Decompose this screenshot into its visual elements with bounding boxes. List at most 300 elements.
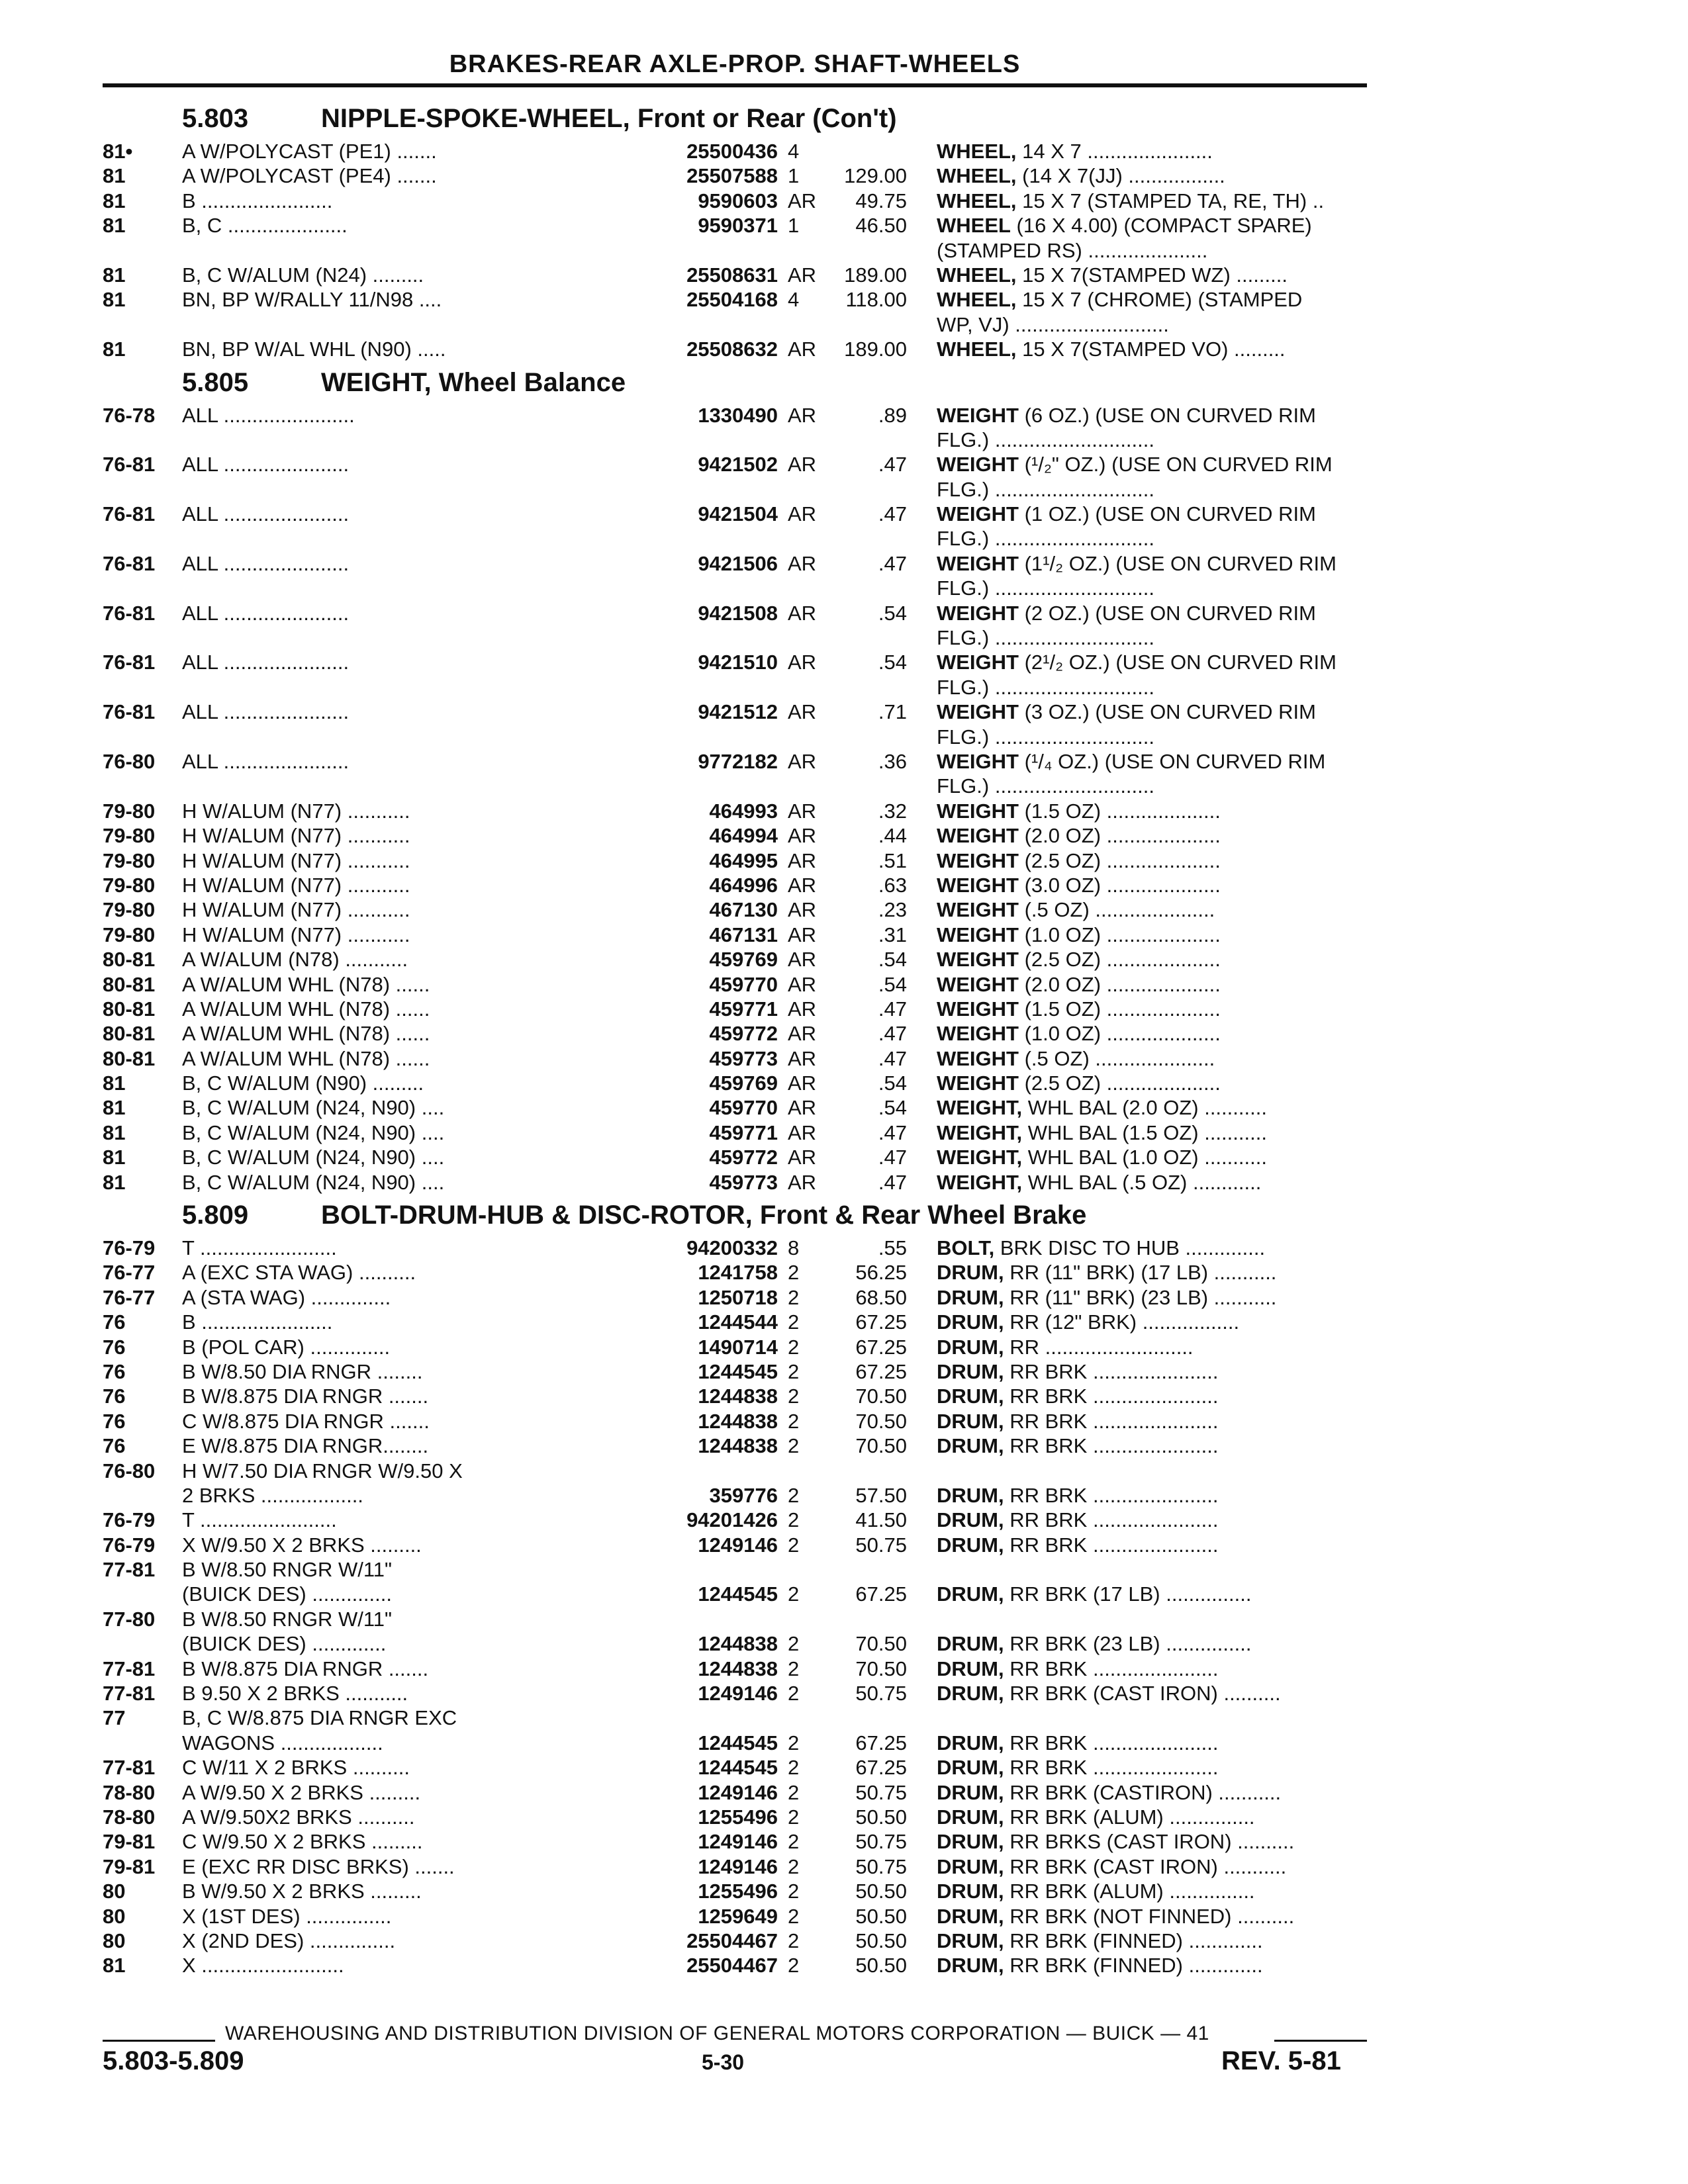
part-name xyxy=(907,675,1367,700)
application-description: 2 BRKS .................. xyxy=(182,1483,363,1507)
part-name-detail: RR BRK (CAST IRON) ........... xyxy=(1004,1854,1287,1878)
table-row xyxy=(103,799,1367,823)
part-name xyxy=(907,601,1367,625)
table-row xyxy=(103,997,1367,1021)
list-price: .47 xyxy=(878,453,907,477)
quantity xyxy=(788,675,834,700)
application-description: ALL ...................... xyxy=(182,651,350,674)
quantity: AR xyxy=(788,551,817,575)
table-row xyxy=(103,1359,1367,1384)
footer-section-range: 5.803-5.809 xyxy=(103,2046,244,2075)
model-year: 81 xyxy=(103,1954,126,1978)
model-year: 79-80 xyxy=(103,923,156,946)
part-name-detail: FLG.) ............................ xyxy=(937,477,1154,501)
table-row xyxy=(103,1631,1367,1656)
footer-rule-right xyxy=(1274,2040,1367,2042)
application-description: C W/8.875 DIA RNGR ....... xyxy=(182,1409,430,1433)
part-name-detail: WHL BAL (1.0 OZ) ........... xyxy=(1022,1146,1267,1169)
application-description xyxy=(182,725,645,749)
part-number xyxy=(645,1706,788,1730)
part-name-keyword: WEIGHT xyxy=(937,1071,1019,1095)
model-year: 77-81 xyxy=(103,1558,156,1582)
part-name-keyword: WEIGHT xyxy=(937,972,1019,996)
part-name-detail: (2.5 OZ) .................... xyxy=(1019,848,1221,872)
list-price: .47 xyxy=(878,1022,907,1046)
quantity: 2 xyxy=(788,1359,800,1383)
part-name-keyword: WEIGHT xyxy=(937,749,1019,773)
table-row xyxy=(103,749,1367,774)
part-name-keyword: DRUM, xyxy=(937,1385,1004,1408)
model-year: 81 xyxy=(103,1146,126,1169)
model-year: 79-80 xyxy=(103,848,156,872)
model-year: 77 xyxy=(103,1706,126,1730)
part-name xyxy=(907,650,1367,674)
part-name-keyword: DRUM, xyxy=(937,1409,1004,1433)
part-name-detail: 15 X 7 (CHROME) (STAMPED xyxy=(1016,288,1303,312)
part-number: 1330490 xyxy=(698,403,778,427)
list-price xyxy=(834,1557,907,1582)
model-year: 81 xyxy=(103,1071,126,1095)
part-number xyxy=(645,526,788,551)
part-number: 1249146 xyxy=(698,1854,778,1878)
part-name-detail: FLG.) ............................ xyxy=(937,576,1154,600)
quantity: AR xyxy=(788,1022,817,1046)
list-price xyxy=(834,139,907,163)
quantity xyxy=(788,312,834,337)
part-name-detail: RR BRK (CASTIRON) ........... xyxy=(1004,1780,1282,1804)
application-description: B W/8.875 DIA RNGR ....... xyxy=(182,1657,429,1680)
model-year: 76-81 xyxy=(103,502,156,526)
part-name-detail: (2.0 OZ) .................... xyxy=(1019,972,1221,996)
quantity: AR xyxy=(788,601,817,625)
list-price: 118.00 xyxy=(845,288,907,312)
part-name-keyword: DRUM, xyxy=(937,1682,1004,1706)
model-year: 76-81 xyxy=(103,651,156,674)
table-row xyxy=(103,947,1367,972)
quantity: 2 xyxy=(788,1409,800,1433)
part-name-keyword: WEIGHT xyxy=(937,873,1019,897)
application-description xyxy=(182,477,645,502)
part-name-detail: (3.0 OZ) .................... xyxy=(1019,873,1221,897)
part-name-detail: (¹/₄ OZ.) (USE ON CURVED RIM xyxy=(1019,749,1326,773)
table-row xyxy=(103,1557,1367,1582)
model-year: 76 xyxy=(103,1359,126,1383)
quantity: 2 xyxy=(788,1731,800,1754)
application-description: B, C W/ALUM (N24, N90) .... xyxy=(182,1120,445,1144)
table-row xyxy=(103,1433,1367,1458)
part-name-keyword: DRUM, xyxy=(937,1310,1004,1334)
table-row xyxy=(103,1071,1367,1095)
list-price: 50.75 xyxy=(855,1533,907,1557)
part-name-detail: RR BRK ...................... xyxy=(1004,1731,1219,1754)
model-year: 77-81 xyxy=(103,1657,156,1680)
application-description: A (EXC STA WAG) .......... xyxy=(182,1261,416,1285)
list-price: 70.50 xyxy=(855,1657,907,1680)
part-number: 1259649 xyxy=(698,1904,778,1928)
part-number: 359776 xyxy=(709,1483,778,1507)
application-description: T ........................ xyxy=(182,1508,337,1532)
table-row xyxy=(103,1780,1367,1805)
model-year xyxy=(103,1582,182,1606)
table-row xyxy=(103,1310,1367,1334)
application-description: H W/ALUM (N77) ........... xyxy=(182,873,410,897)
quantity: 2 xyxy=(788,1335,800,1359)
quantity: AR xyxy=(788,651,817,674)
model-year xyxy=(103,675,182,700)
footer-publisher: WAREHOUSING AND DISTRIBUTION DIVISION OF GENERAL MOTORS CORPORATION — BUICK — 41 xyxy=(225,2023,1209,2044)
quantity: AR xyxy=(788,873,817,897)
list-price: 50.50 xyxy=(855,1880,907,1903)
list-price: 50.75 xyxy=(855,1830,907,1854)
part-name xyxy=(907,576,1367,600)
part-name-keyword: DRUM, xyxy=(937,1880,1004,1903)
part-number: 1244545 xyxy=(698,1756,778,1780)
part-name xyxy=(907,848,1367,873)
part-name-detail: RR BRK (ALUM) ............... xyxy=(1004,1880,1255,1903)
list-price: .71 xyxy=(878,700,907,724)
part-number: 9421508 xyxy=(698,601,778,625)
part-name xyxy=(907,1046,1367,1071)
footer-revision: REV. 5-81 xyxy=(1221,2046,1341,2075)
application-description: A W/9.50X2 BRKS .......... xyxy=(182,1805,415,1829)
part-name-keyword: DRUM, xyxy=(937,1582,1004,1606)
model-year: 78-80 xyxy=(103,1780,156,1804)
quantity: AR xyxy=(788,948,817,972)
list-price: 67.25 xyxy=(855,1582,907,1606)
application-description: ALL ...................... xyxy=(182,551,350,575)
part-name-keyword: DRUM, xyxy=(937,1756,1004,1780)
list-price xyxy=(834,312,907,337)
model-year xyxy=(103,725,182,749)
list-price: .47 xyxy=(878,997,907,1021)
list-price xyxy=(834,477,907,502)
quantity: 2 xyxy=(788,1682,800,1706)
part-name-detail: (3 OZ.) (USE ON CURVED RIM xyxy=(1019,700,1316,724)
model-year xyxy=(103,1731,182,1755)
part-number: 467131 xyxy=(709,923,778,946)
part-number: 464996 xyxy=(709,873,778,897)
model-year xyxy=(103,576,182,600)
table-row xyxy=(103,1409,1367,1433)
part-name-detail: RR BRK ...................... xyxy=(1004,1508,1219,1532)
list-price: 50.50 xyxy=(855,1954,907,1978)
part-name-keyword: DRUM, xyxy=(937,1830,1004,1854)
part-name xyxy=(907,263,1367,287)
table-row xyxy=(103,337,1367,361)
quantity xyxy=(788,625,834,650)
application-description: A W/9.50 X 2 BRKS ......... xyxy=(182,1780,421,1804)
model-year: 80 xyxy=(103,1904,126,1928)
footer-page-number: 5-30 xyxy=(702,2050,745,2074)
part-name xyxy=(907,1459,1367,1483)
part-number: 464994 xyxy=(709,824,778,848)
part-name xyxy=(907,1145,1367,1169)
model-year xyxy=(103,625,182,650)
part-name-keyword: WEIGHT xyxy=(937,824,1019,848)
part-name-keyword: DRUM, xyxy=(937,1657,1004,1680)
part-name xyxy=(907,1829,1367,1854)
part-number: 9421512 xyxy=(698,700,778,724)
part-name-keyword: DRUM, xyxy=(937,1780,1004,1804)
list-price xyxy=(834,625,907,650)
quantity: 1 xyxy=(788,214,800,238)
quantity: 4 xyxy=(788,140,800,163)
part-name xyxy=(907,1120,1367,1145)
model-year: 80-81 xyxy=(103,1022,156,1046)
part-name xyxy=(907,947,1367,972)
list-price: .47 xyxy=(878,1046,907,1070)
model-year xyxy=(103,1631,182,1656)
part-number: 467130 xyxy=(709,898,778,922)
part-name xyxy=(907,1681,1367,1706)
part-name-detail: RR .......................... xyxy=(1004,1335,1194,1359)
part-name xyxy=(907,1170,1367,1195)
part-name xyxy=(907,1384,1367,1408)
part-name xyxy=(907,725,1367,749)
part-name xyxy=(907,1483,1367,1508)
part-name-keyword: DRUM, xyxy=(937,1285,1004,1309)
part-name xyxy=(907,700,1367,724)
model-year: 80 xyxy=(103,1929,126,1952)
part-name-keyword: WEIGHT xyxy=(937,551,1019,575)
header-rule xyxy=(103,83,1367,87)
part-number xyxy=(645,238,788,263)
model-year: 81• xyxy=(103,140,133,163)
part-number: 1244544 xyxy=(698,1310,778,1334)
part-number: 1255496 xyxy=(698,1805,778,1829)
model-year: 76 xyxy=(103,1409,126,1433)
list-price: 50.75 xyxy=(855,1682,907,1706)
list-price: .54 xyxy=(878,1071,907,1095)
part-name xyxy=(907,799,1367,823)
part-name xyxy=(907,189,1367,213)
part-name-keyword: DRUM, xyxy=(937,1335,1004,1359)
quantity xyxy=(788,1607,834,1631)
table-row xyxy=(103,1335,1367,1359)
part-name-detail: (1.5 OZ) .................... xyxy=(1019,997,1221,1021)
list-price: 189.00 xyxy=(844,338,907,361)
part-number: 9421502 xyxy=(698,453,778,477)
part-name-detail: RR BRK ...................... xyxy=(1004,1483,1219,1507)
part-name-detail: FLG.) ............................ xyxy=(937,527,1154,551)
list-price: 57.50 xyxy=(855,1483,907,1507)
part-name-detail: (6 OZ.) (USE ON CURVED RIM xyxy=(1019,403,1316,427)
model-year: 80-81 xyxy=(103,1046,156,1070)
model-year: 76-79 xyxy=(103,1508,156,1532)
list-price: .63 xyxy=(878,873,907,897)
list-price: .36 xyxy=(878,749,907,773)
part-number: 94200332 xyxy=(686,1236,778,1260)
quantity: 2 xyxy=(788,1632,800,1656)
table-row xyxy=(103,1953,1367,1978)
part-number: 1250718 xyxy=(698,1285,778,1309)
application-description: B (POL CAR) .............. xyxy=(182,1335,391,1359)
part-number xyxy=(645,1459,788,1483)
section-number: 5.803 xyxy=(182,104,249,133)
part-name-detail: RR (11" BRK) (17 LB) ........... xyxy=(1004,1261,1277,1285)
part-name-keyword: WEIGHT xyxy=(937,898,1019,922)
quantity: AR xyxy=(788,923,817,946)
table-row xyxy=(103,477,1367,502)
part-name xyxy=(907,1310,1367,1334)
model-year: 76 xyxy=(103,1385,126,1408)
model-year xyxy=(103,1483,182,1508)
table-row xyxy=(103,823,1367,848)
footer-rule-left xyxy=(103,2040,215,2042)
model-year: 76 xyxy=(103,1335,126,1359)
table-row xyxy=(103,526,1367,551)
section-title-text: BOLT-DRUM-HUB & DISC-ROTOR, Front & Rear Wheel Brake xyxy=(321,1201,1087,1230)
table-row xyxy=(103,1046,1367,1071)
model-year: 76-81 xyxy=(103,453,156,477)
quantity: 2 xyxy=(788,1904,800,1928)
part-number: 459771 xyxy=(709,997,778,1021)
application-description: B W/9.50 X 2 BRKS ......... xyxy=(182,1880,422,1903)
part-number: 9590371 xyxy=(698,214,778,238)
table-row xyxy=(103,1681,1367,1706)
quantity: 2 xyxy=(788,1830,800,1854)
application-description: B, C W/8.875 DIA RNGR EXC xyxy=(182,1706,457,1730)
model-year: 77-81 xyxy=(103,1682,156,1706)
part-name-keyword: DRUM, xyxy=(937,1483,1004,1507)
part-name xyxy=(907,923,1367,947)
list-price: 70.50 xyxy=(855,1434,907,1458)
part-name-keyword: WEIGHT, xyxy=(937,1170,1023,1194)
part-name xyxy=(907,163,1367,188)
part-name-detail: RR BRK (CAST IRON) .......... xyxy=(1004,1682,1281,1706)
model-year: 79-80 xyxy=(103,873,156,897)
table-row xyxy=(103,1095,1367,1120)
model-year: 80 xyxy=(103,1880,126,1903)
list-price: .47 xyxy=(878,551,907,575)
part-name-detail: (1.5 OZ) .................... xyxy=(1019,799,1221,823)
section-title-text: NIPPLE-SPOKE-WHEEL, Front or Rear (Con't) xyxy=(321,104,897,133)
part-name-keyword: WEIGHT xyxy=(937,502,1019,526)
part-number: 1249146 xyxy=(698,1780,778,1804)
application-description xyxy=(182,774,645,798)
quantity: AR xyxy=(788,502,817,526)
part-name-detail: (1.0 OZ) .................... xyxy=(1019,923,1221,946)
part-name-detail: RR BRK (ALUM) ............... xyxy=(1004,1805,1255,1829)
quantity: 2 xyxy=(788,1854,800,1878)
table-row xyxy=(103,1805,1367,1829)
part-name-keyword: DRUM, xyxy=(937,1929,1004,1952)
application-description: B, C W/ALUM (N24, N90) .... xyxy=(182,1170,445,1194)
quantity: AR xyxy=(788,1120,817,1144)
application-description: B ....................... xyxy=(182,189,333,212)
part-name-detail: FLG.) ............................ xyxy=(937,675,1154,699)
part-name xyxy=(907,1557,1367,1582)
part-number xyxy=(645,675,788,700)
quantity: 2 xyxy=(788,1582,800,1606)
part-number: 459769 xyxy=(709,948,778,972)
application-description: B W/8.50 DIA RNGR ........ xyxy=(182,1359,423,1383)
table-row xyxy=(103,1607,1367,1631)
part-name-detail: (2¹/₂ OZ.) (USE ON CURVED RIM xyxy=(1019,651,1336,674)
list-price: .54 xyxy=(878,972,907,996)
list-price: 67.25 xyxy=(855,1756,907,1780)
list-price xyxy=(834,526,907,551)
model-year: 79-81 xyxy=(103,1830,156,1854)
part-name xyxy=(907,1879,1367,1903)
part-name xyxy=(907,1657,1367,1681)
model-year: 77-81 xyxy=(103,1756,156,1780)
part-name xyxy=(907,1582,1367,1606)
part-number xyxy=(645,774,788,798)
table-row xyxy=(103,725,1367,749)
part-name-keyword: WHEEL, xyxy=(937,263,1017,287)
table-row xyxy=(103,1145,1367,1169)
part-name xyxy=(907,1755,1367,1780)
part-name-detail: WHL BAL (2.0 OZ) ........... xyxy=(1022,1096,1267,1120)
part-name xyxy=(907,502,1367,526)
table-row xyxy=(103,1582,1367,1606)
list-price: 67.25 xyxy=(855,1310,907,1334)
part-number: 25508631 xyxy=(686,263,778,287)
part-name xyxy=(907,749,1367,774)
part-name-keyword: DRUM, xyxy=(937,1805,1004,1829)
model-year: 76-77 xyxy=(103,1261,156,1285)
list-price: 50.50 xyxy=(855,1805,907,1829)
part-name-detail: FLG.) ............................ xyxy=(937,428,1154,451)
table-row xyxy=(103,551,1367,576)
application-description: H W/7.50 DIA RNGR W/9.50 X xyxy=(182,1459,463,1482)
part-name-detail: RR BRK ...................... xyxy=(1004,1434,1219,1458)
part-name-detail: (¹/₂" OZ.) (USE ON CURVED RIM xyxy=(1019,453,1333,477)
part-name-detail: 15 X 7(STAMPED WZ) ......... xyxy=(1016,263,1288,287)
part-name-detail: BRK DISC TO HUB .............. xyxy=(994,1236,1266,1260)
part-name-detail: RR BRK ...................... xyxy=(1004,1359,1219,1383)
part-name-keyword: WEIGHT xyxy=(937,651,1019,674)
part-name xyxy=(907,1607,1367,1631)
part-name xyxy=(907,1508,1367,1532)
part-name-detail: RR (12" BRK) ................. xyxy=(1004,1310,1240,1334)
application-description: B ....................... xyxy=(182,1310,333,1334)
quantity: 2 xyxy=(788,1929,800,1952)
part-name-keyword: DRUM, xyxy=(937,1434,1004,1458)
application-description: C W/11 X 2 BRKS .......... xyxy=(182,1756,410,1780)
table-row xyxy=(103,1483,1367,1508)
part-name xyxy=(907,477,1367,502)
part-name-keyword: WEIGHT xyxy=(937,453,1019,477)
part-number: 1244545 xyxy=(698,1359,778,1383)
application-description xyxy=(182,625,645,650)
part-name xyxy=(907,625,1367,650)
application-description: ALL ...................... xyxy=(182,601,350,625)
quantity: AR xyxy=(788,848,817,872)
quantity: AR xyxy=(788,338,817,361)
application-description: X (2ND DES) ............... xyxy=(182,1929,396,1952)
application-description: A (STA WAG) .............. xyxy=(182,1285,391,1309)
model-year: 81 xyxy=(103,1120,126,1144)
quantity: 2 xyxy=(788,1880,800,1903)
table-row xyxy=(103,452,1367,477)
part-number: 1244545 xyxy=(698,1731,778,1754)
part-name xyxy=(907,997,1367,1021)
part-name-keyword: DRUM, xyxy=(937,1261,1004,1285)
part-name xyxy=(907,1904,1367,1929)
list-price: .55 xyxy=(878,1236,907,1260)
application-description: BN, BP W/AL WHL (N90) ..... xyxy=(182,338,446,361)
part-name-detail: RR BRK (FINNED) ............. xyxy=(1004,1929,1263,1952)
model-year: 76-81 xyxy=(103,601,156,625)
application-description: ALL ...................... xyxy=(182,502,350,526)
quantity: 2 xyxy=(788,1756,800,1780)
part-name-keyword: BOLT, xyxy=(937,1236,995,1260)
table-row xyxy=(103,1929,1367,1953)
part-name-detail: (2.0 OZ) .................... xyxy=(1019,824,1221,848)
quantity: AR xyxy=(788,1071,817,1095)
